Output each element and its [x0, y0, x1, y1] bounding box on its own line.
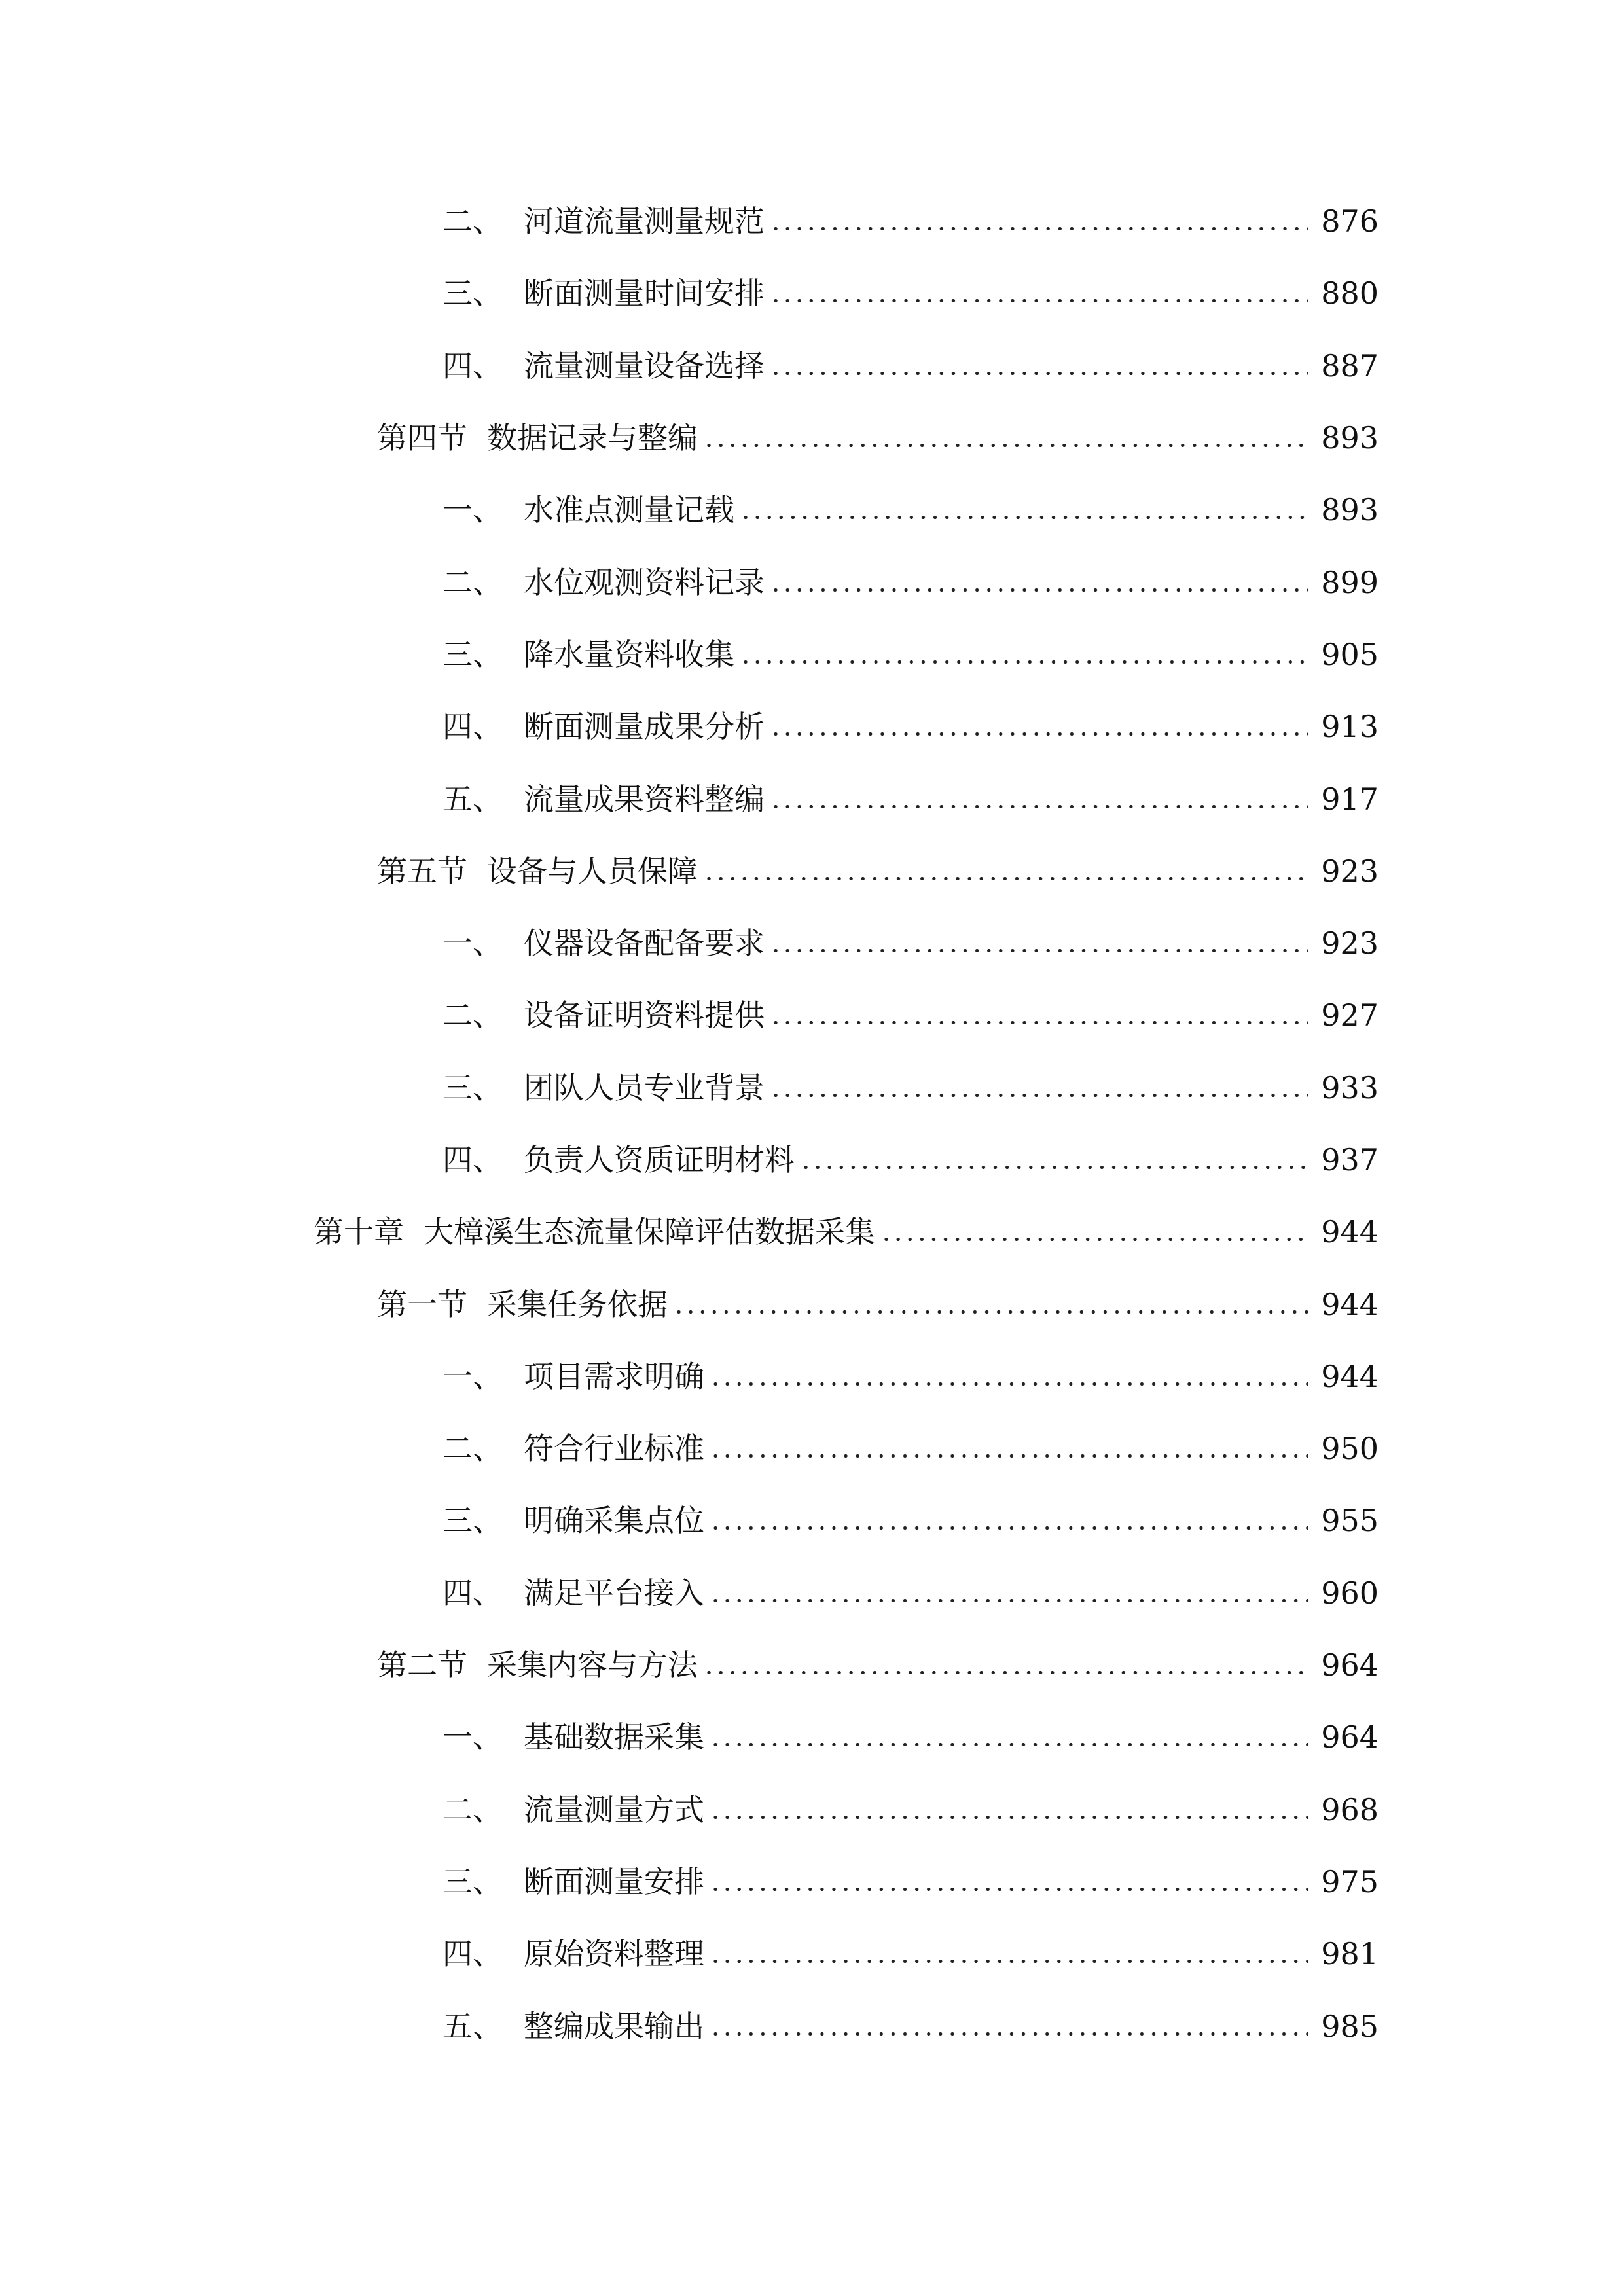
dot-leader — [710, 1505, 1308, 1535]
toc-entry-item[interactable] — [0, 907, 1624, 979]
toc-entry-page-number: 960 — [1321, 1575, 1379, 1611]
dot-leader — [710, 1795, 1308, 1825]
dot-leader — [710, 1867, 1308, 1897]
toc-entry-label — [442, 1358, 704, 1394]
toc-entry-item[interactable] — [0, 546, 1624, 618]
toc-entry-number: 第四节 — [377, 420, 467, 456]
toc-entry-page-number: 923 — [1321, 925, 1379, 961]
toc-entry-number: 第十章 — [314, 1214, 404, 1250]
toc-entry-page-number: 893 — [1321, 492, 1379, 528]
toc-entry-number: 一、 — [442, 1358, 503, 1394]
toc-entry-page-number: 913 — [1321, 709, 1379, 745]
toc-entry-title: 断面测量时间安排 — [524, 276, 765, 312]
toc-entry-number: 一、 — [442, 925, 503, 961]
toc-entry-number: 第一节 — [377, 1286, 467, 1322]
toc-entry-label — [377, 1647, 698, 1683]
toc-entry-page-number: 968 — [1321, 1791, 1379, 1827]
toc-entry-title: 明确采集点位 — [524, 1503, 704, 1539]
toc-entry-item[interactable] — [0, 979, 1624, 1051]
toc-entry-label — [442, 636, 734, 672]
toc-entry-item[interactable] — [0, 619, 1624, 691]
toc-entry-number: 四、 — [442, 1142, 503, 1177]
toc-entry-label — [442, 1719, 704, 1755]
dot-leader — [740, 495, 1308, 525]
dot-leader — [710, 1433, 1308, 1463]
dot-leader — [800, 1145, 1308, 1175]
toc-entry-section[interactable] — [0, 1268, 1624, 1340]
toc-entry-page-number: 955 — [1321, 1503, 1379, 1539]
toc-entry-label — [442, 1503, 704, 1539]
toc-entry-label — [442, 276, 765, 312]
toc-entry-label — [442, 1863, 704, 1899]
toc-entry-page-number: 923 — [1321, 853, 1379, 889]
toc-entry-number: 二、 — [442, 1791, 503, 1827]
toc-entry-title: 数据记录与整编 — [487, 420, 698, 456]
toc-entry-label — [442, 925, 765, 961]
toc-entry-page-number: 933 — [1321, 1069, 1379, 1105]
toc-entry-page-number: 917 — [1321, 781, 1379, 817]
dot-leader — [770, 1073, 1308, 1103]
toc-entry-page-number: 981 — [1321, 1936, 1379, 1972]
toc-entry-title: 项目需求明确 — [524, 1358, 704, 1394]
toc-entry-page-number: 893 — [1321, 420, 1379, 456]
toc-entry-page-number: 975 — [1321, 1863, 1379, 1899]
toc-entry-title: 断面测量成果分析 — [524, 709, 765, 745]
toc-entry-number: 五、 — [442, 781, 503, 817]
toc-entry-title: 原始资料整理 — [524, 1936, 704, 1972]
dot-leader — [770, 351, 1308, 381]
toc-entry-number: 二、 — [442, 564, 503, 600]
toc-entry-title: 水位观测资料记录 — [524, 564, 765, 600]
toc-entry-page-number: 887 — [1321, 348, 1379, 384]
toc-entry-page-number: 905 — [1321, 636, 1379, 672]
toc-entry-item[interactable] — [0, 1846, 1624, 1918]
toc-entry-title: 仪器设备配备要求 — [524, 925, 765, 961]
toc-entry-number: 二、 — [442, 204, 503, 240]
toc-entry-page-number: 944 — [1321, 1214, 1379, 1250]
toc-entry-title: 流量测量方式 — [524, 1791, 704, 1827]
dot-leader — [710, 1361, 1308, 1391]
toc-entry-number: 三、 — [442, 1069, 503, 1105]
toc-entry-item[interactable] — [0, 1484, 1624, 1556]
toc-entry-page-number: 937 — [1321, 1142, 1379, 1177]
dot-leader — [770, 784, 1308, 814]
toc-entry-title: 设备证明资料提供 — [524, 997, 765, 1033]
dot-leader — [710, 2011, 1308, 2041]
dot-leader — [710, 1722, 1308, 1752]
dot-leader — [770, 278, 1308, 308]
toc-entry-number: 五、 — [442, 2008, 503, 2044]
dot-leader — [770, 567, 1308, 598]
toc-entry-title: 采集任务依据 — [487, 1286, 668, 1322]
toc-entry-number: 二、 — [442, 1431, 503, 1467]
toc-entry-item[interactable] — [0, 1052, 1624, 1124]
toc-entry-number: 二、 — [442, 997, 503, 1033]
toc-entry-label — [442, 781, 765, 817]
toc-entry-title: 设备与人员保障 — [487, 853, 698, 889]
toc-entry-label — [377, 420, 698, 456]
toc-entry-label — [442, 1142, 795, 1177]
dot-leader — [770, 711, 1308, 742]
toc-entry-title: 采集内容与方法 — [487, 1647, 698, 1683]
toc-entry-item[interactable] — [0, 330, 1624, 402]
toc-entry-page-number: 880 — [1321, 276, 1379, 312]
toc-entry-title: 整编成果输出 — [524, 2008, 704, 2044]
toc-entry-label — [442, 1936, 704, 1972]
toc-entry-label — [442, 709, 765, 745]
toc-entry-title: 降水量资料收集 — [524, 636, 734, 672]
toc-entry-item[interactable] — [0, 1124, 1624, 1196]
toc-entry-number: 一、 — [442, 1719, 503, 1755]
toc-entry-label — [377, 853, 698, 889]
dot-leader — [703, 856, 1308, 886]
toc-entry-label — [442, 1431, 704, 1467]
table-of-contents — [0, 185, 1624, 2062]
toc-entry-page-number: 964 — [1321, 1647, 1379, 1683]
dot-leader — [703, 1650, 1308, 1680]
toc-entry-item[interactable] — [0, 1701, 1624, 1773]
toc-entry-item[interactable] — [0, 691, 1624, 762]
toc-entry-label — [442, 348, 765, 384]
toc-entry-item[interactable] — [0, 1557, 1624, 1629]
dot-leader — [703, 423, 1308, 453]
toc-entry-number: 三、 — [442, 276, 503, 312]
toc-entry-number: 第二节 — [377, 1647, 467, 1683]
toc-entry-number: 四、 — [442, 1575, 503, 1611]
toc-entry-item[interactable] — [0, 1990, 1624, 2062]
toc-entry-page-number: 944 — [1321, 1358, 1379, 1394]
toc-entry-number: 一、 — [442, 492, 503, 528]
toc-entry-title: 团队人员专业背景 — [524, 1069, 765, 1105]
toc-entry-page-number: 944 — [1321, 1286, 1379, 1322]
dot-leader — [740, 639, 1308, 670]
toc-entry-item[interactable] — [0, 185, 1624, 257]
toc-entry-number: 四、 — [442, 709, 503, 745]
toc-entry-item[interactable] — [0, 1340, 1624, 1412]
toc-entry-title: 大樟溪生态流量保障评估数据采集 — [424, 1214, 875, 1250]
toc-entry-label — [442, 1069, 765, 1105]
toc-entry-title: 符合行业标准 — [524, 1431, 704, 1467]
toc-entry-label — [442, 564, 765, 600]
toc-entry-item[interactable] — [0, 1412, 1624, 1484]
toc-entry-item[interactable] — [0, 1918, 1624, 1990]
dot-leader — [770, 1000, 1308, 1030]
toc-entry-title: 流量测量设备选择 — [524, 348, 765, 384]
toc-entry-page-number: 985 — [1321, 2008, 1379, 2044]
toc-entry-label — [442, 492, 734, 528]
toc-entry-number: 第五节 — [377, 853, 467, 889]
toc-entry-label — [442, 1575, 704, 1611]
toc-entry-page-number: 950 — [1321, 1431, 1379, 1467]
dot-leader — [673, 1289, 1308, 1319]
toc-entry-number: 三、 — [442, 1863, 503, 1899]
toc-entry-title: 河道流量测量规范 — [524, 204, 765, 240]
toc-entry-page-number: 899 — [1321, 564, 1379, 600]
dot-leader — [770, 928, 1308, 958]
toc-entry-number: 四、 — [442, 348, 503, 384]
toc-entry-number: 三、 — [442, 636, 503, 672]
dot-leader — [710, 1578, 1308, 1608]
toc-entry-title: 水准点测量记载 — [524, 492, 734, 528]
toc-entry-title: 负责人资质证明材料 — [524, 1142, 795, 1177]
toc-entry-label — [314, 1214, 875, 1250]
dot-leader — [770, 206, 1308, 236]
toc-entry-label — [442, 2008, 704, 2044]
toc-entry-title: 基础数据采集 — [524, 1719, 704, 1755]
toc-entry-section[interactable] — [0, 1629, 1624, 1701]
toc-entry-item[interactable] — [0, 762, 1624, 834]
toc-entry-title: 满足平台接入 — [524, 1575, 704, 1611]
dot-leader — [880, 1217, 1308, 1247]
toc-entry-item[interactable] — [0, 1774, 1624, 1846]
toc-entry-number: 三、 — [442, 1503, 503, 1539]
toc-entry-item[interactable] — [0, 474, 1624, 546]
toc-entry-label — [377, 1286, 668, 1322]
toc-entry-item[interactable] — [0, 257, 1624, 329]
toc-entry-page-number: 964 — [1321, 1719, 1379, 1755]
toc-entry-chapter[interactable] — [0, 1196, 1624, 1268]
toc-entry-page-number: 876 — [1321, 204, 1379, 240]
toc-entry-section[interactable] — [0, 402, 1624, 474]
toc-entry-label — [442, 997, 765, 1033]
toc-entry-label — [442, 1791, 704, 1827]
toc-entry-title: 断面测量安排 — [524, 1863, 704, 1899]
toc-entry-number: 四、 — [442, 1936, 503, 1972]
toc-entry-label — [442, 204, 765, 240]
dot-leader — [710, 1939, 1308, 1969]
toc-entry-title: 流量成果资料整编 — [524, 781, 765, 817]
toc-entry-page-number: 927 — [1321, 997, 1379, 1033]
toc-entry-section[interactable] — [0, 835, 1624, 907]
